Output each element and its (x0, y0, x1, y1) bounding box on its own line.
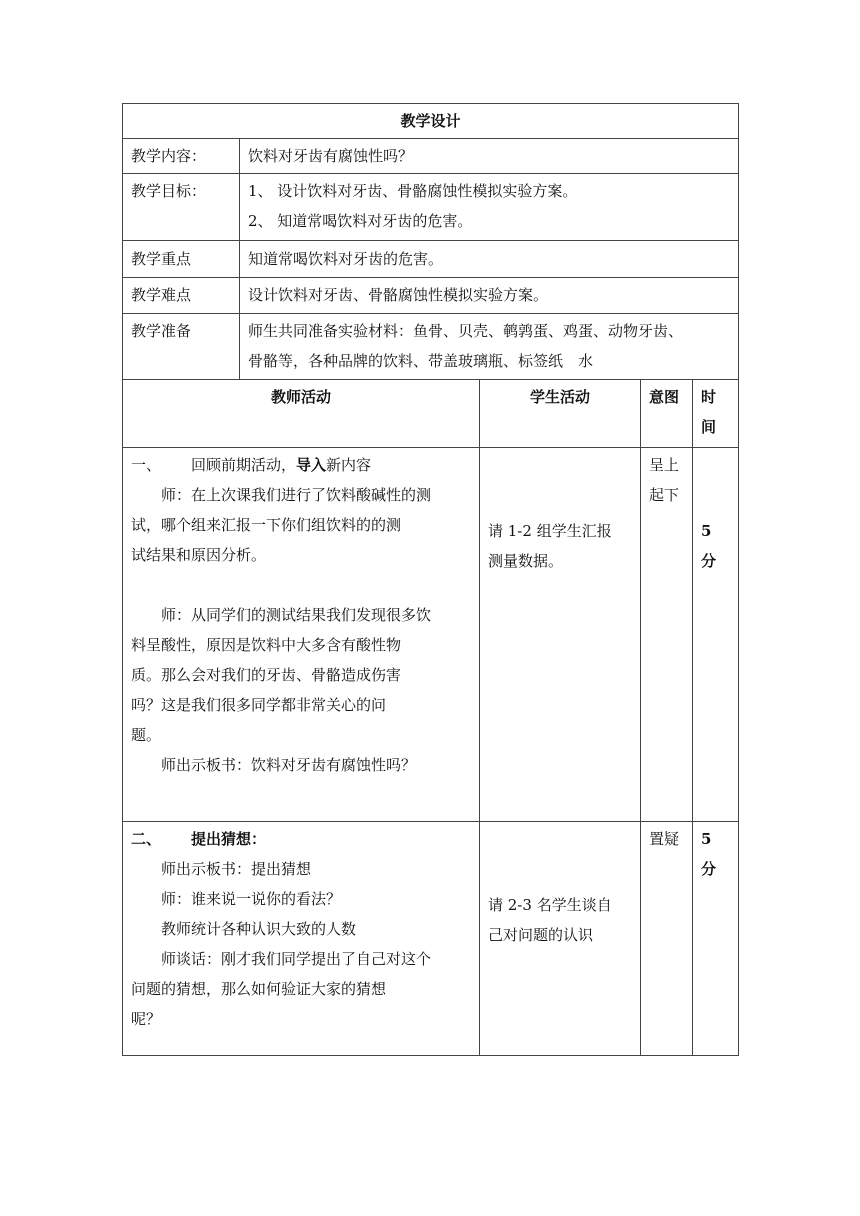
info-value (240, 278, 739, 314)
text-line: 测量数据。 (488, 552, 564, 570)
text-line: 试结果和原因分析。 (131, 546, 267, 564)
text-line: 师：从同学们的测试结果我们发现很多饮 (161, 606, 432, 624)
section-number: 一、 (131, 456, 162, 474)
teacher-activity (123, 822, 480, 1056)
text-line: 请 1-2 组学生汇报 (488, 522, 612, 540)
text-line: 质。那么会对我们的牙齿、骨骼造成伤害 (131, 666, 402, 684)
time-value: 5 分 (701, 830, 717, 878)
time-cell (693, 822, 739, 1056)
student-activity (480, 822, 641, 1056)
heading-emphasis: 导入 (296, 456, 327, 474)
header-time (693, 380, 739, 448)
info-row-difficulty (123, 278, 739, 314)
info-line: 设计饮料对牙齿、骨骼腐蚀性模拟实验方案。 (248, 286, 549, 304)
teacher-activity (123, 448, 480, 822)
info-line: 饮料对牙齿有腐蚀性吗？ (248, 147, 414, 165)
page-title: 教学设计 (400, 112, 461, 130)
text-line: 教师统计各种认识大致的人数 (161, 920, 357, 938)
text-line: 呢？ (131, 1010, 162, 1028)
section-number: 二、 (131, 830, 162, 848)
header-student: 学生活动 (480, 380, 641, 448)
info-label: 教学重点 (123, 241, 240, 278)
section-heading (131, 824, 471, 854)
heading-text: 回顾前期活动， (191, 456, 297, 474)
info-line: 师生共同准备实验材料：鱼骨、贝壳、鹌鹑蛋、鸡蛋、动物牙齿、 (248, 322, 684, 340)
text-line: 起下 (649, 486, 680, 504)
text-line: 题。 (131, 726, 162, 744)
spacer (131, 570, 471, 600)
info-label: 教学难点 (123, 278, 240, 314)
info-line: 骨骼等，各种品牌的饮料、带盖玻璃瓶、标签纸 水 (248, 352, 594, 370)
intent-cell (641, 448, 693, 822)
text-line: 师出示板书：饮料对牙齿有腐蚀性吗？ (161, 756, 417, 774)
info-label: 教学内容： (123, 139, 240, 174)
text-line: 师出示板书：提出猜想 (161, 860, 312, 878)
info-line: 2、 知道常喝饮料对牙齿的危害。 (248, 212, 473, 230)
header-intent: 意图 (641, 380, 693, 448)
info-line: 1、 设计饮料对牙齿、骨骼腐蚀性模拟实验方案。 (248, 182, 578, 200)
time-value: 5 分 (701, 522, 717, 570)
activity-row-1 (123, 448, 739, 822)
text-line: 师谈话：刚才我们同学提出了自己对这个 (161, 950, 432, 968)
heading-text: 新内容 (326, 456, 372, 474)
text-line: 己对问题的认识 (488, 926, 594, 944)
text-line: 料呈酸性，原因是饮料中大多含有酸性物 (131, 636, 402, 654)
time-cell (693, 448, 739, 822)
section-heading (131, 450, 471, 480)
intent-cell (641, 822, 693, 1056)
info-row-goals (123, 174, 739, 241)
info-row-content (123, 139, 739, 174)
text-line: 师：在上次课我们进行了饮料酸碱性的测 (161, 486, 432, 504)
activity-header-row (123, 380, 739, 448)
header-time-line: 时 (701, 388, 717, 406)
info-value (240, 314, 739, 380)
activity-row-2 (123, 822, 739, 1056)
info-label: 教学目标： (123, 174, 240, 241)
heading-text: 提出猜想： (191, 830, 267, 848)
text-line: 吗？这是我们很多同学都非常关心的问 (131, 696, 387, 714)
info-value (240, 174, 739, 241)
text-line: 试，哪个组来汇报一下你们组饮料的的测 (131, 516, 402, 534)
text-line: 师：谁来说一说你的看法？ (161, 890, 342, 908)
info-row-key-point (123, 241, 739, 278)
info-line: 知道常喝饮料对牙齿的危害。 (248, 250, 444, 268)
header-teacher: 教师活动 (123, 380, 480, 448)
text-line: 问题的猜想，那么如何验证大家的猜想 (131, 980, 387, 998)
info-row-preparation (123, 314, 739, 380)
table-title (123, 104, 739, 139)
text-line: 呈上 (649, 456, 680, 474)
header-time-line: 间 (701, 418, 717, 436)
text-line: 请 2-3 名学生谈自 (488, 896, 612, 914)
text-line: 置疑 (649, 830, 680, 848)
student-activity (480, 448, 641, 822)
info-label: 教学准备 (123, 314, 240, 380)
lesson-plan-table (122, 103, 739, 1056)
info-value (240, 139, 739, 174)
info-value (240, 241, 739, 278)
